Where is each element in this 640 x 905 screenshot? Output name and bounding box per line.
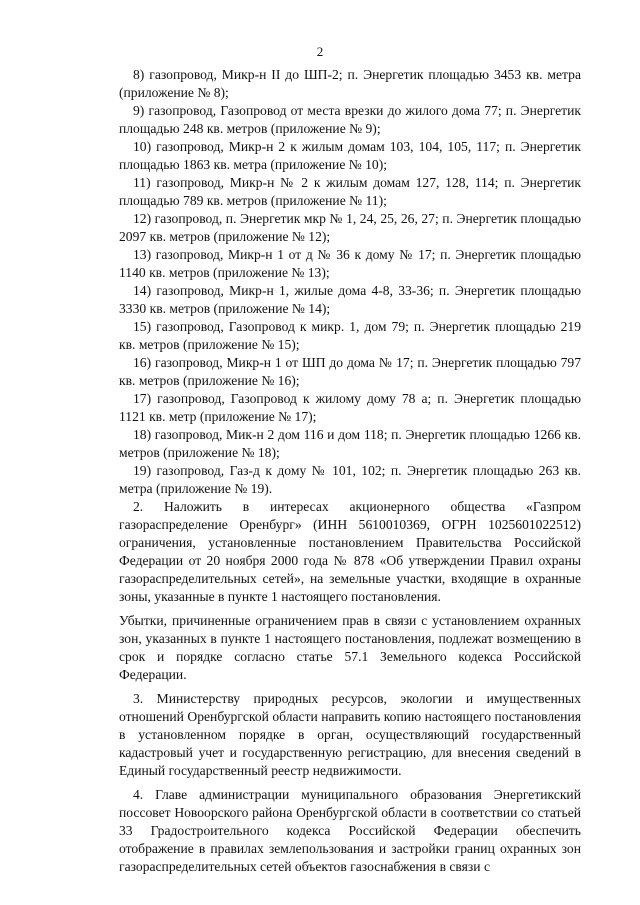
section-3-paragraph: 3. Министерству природных ресурсов, экологии и имущественных отношений Оренбургской области направить копию настоящего постановления в установленном порядке в орган, осуществляющий государственный кадастровый учет и государственную регистрацию, для внесения сведений в Единый государственный реестр недвижимости. xyxy=(119,691,581,778)
list-item: 19) газопровод, Газ-д к дому № 101, 102; п. Энергетик площадью 263 кв. метра (приложение № 19). xyxy=(119,463,581,496)
list-item: 16) газопровод, Микр-н 1 от ШП до дома № 17; п. Энергетик площадью 797 кв. метров (приложение № 16); xyxy=(119,355,581,388)
list-item: 8) газопровод, Микр-н II до ШП-2; п. Энергетик площадью 3453 кв. метра (приложение № 8); xyxy=(119,67,581,100)
list-item: 18) газопровод, Мик-н 2 дом 116 и дом 118; п. Энергетик площадью 1266 кв. метров (приложение № 18); xyxy=(119,427,581,460)
list-item: 17) газопровод, Газопровод к жилому дому 78 а; п. Энергетик площадью 1121 кв. метр (приложение № 17); xyxy=(119,391,581,424)
page-number: 2 xyxy=(316,44,324,59)
list-item: 9) газопровод, Газопровод от места врезки до жилого дома 77; п. Энергетик площадью 248 кв. метров (приложение № 9); xyxy=(119,103,581,136)
section-4-paragraph: 4. Главе администрации муниципального образования Энергетикский поссовет Новоорского района Оренбургской области в соответствии со статьей 33 Градостроительного кодекса Российской Федерации обеспечить отображение в правилах землепользования и застройки границ охранных зон газораспределительных сетей объектов газоснабжения в связи с xyxy=(119,787,581,874)
list-item: 10) газопровод, Микр-н 2 к жилым домам 103, 104, 105, 117; п. Энергетик площадью 1863 кв. метра (приложение № 10); xyxy=(119,139,581,172)
list-item: 15) газопровод, Газопровод к микр. 1, дом 79; п. Энергетик площадью 219 кв. метров (приложение № 15); xyxy=(119,319,581,352)
section-2-paragraph: 2. Наложить в интересах акционерного общества «Газпром газораспределение Оренбург» (ИНН 5610010369, ОГРН 1025601022512) ограничения, установленные постановлением Правительства Российской Федерации от 20 ноября 2000 года № 878 «Об утверждении Правил охраны газораспределительных сетей», на земельные участки, входящие в охранные зоны, указанные в пункте 1 настоящего постановления. xyxy=(119,499,581,604)
document-body xyxy=(119,66,581,876)
list-item: 12) газопровод, п. Энергетик мкр № 1, 24, 25, 26, 27; п. Энергетик площадью 2097 кв. метров (приложение № 12); xyxy=(119,211,581,244)
list-item: 11) газопровод, Микр-н № 2 к жилым домам 127, 128, 114; п. Энергетик площадью 789 кв. метров (приложение № 11); xyxy=(119,175,581,208)
list-item: 13) газопровод, Микр-н 1 от д № 36 к дому № 17; п. Энергетик площадью 1140 кв. метров (приложение № 13); xyxy=(119,247,581,280)
losses-paragraph: Убытки, причиненные ограничением прав в связи с установлением охранных зон, указанных в пункте 1 настоящего постановления, подлежат возмещению в срок и порядке согласно статье 57.1 Земельного кодекса Российской Федерации. xyxy=(119,613,581,682)
list-item: 14) газопровод, Микр-н 1, жилые дома 4-8, 33-36; п. Энергетик площадью 3330 кв. метров (приложение № 14); xyxy=(119,283,581,316)
